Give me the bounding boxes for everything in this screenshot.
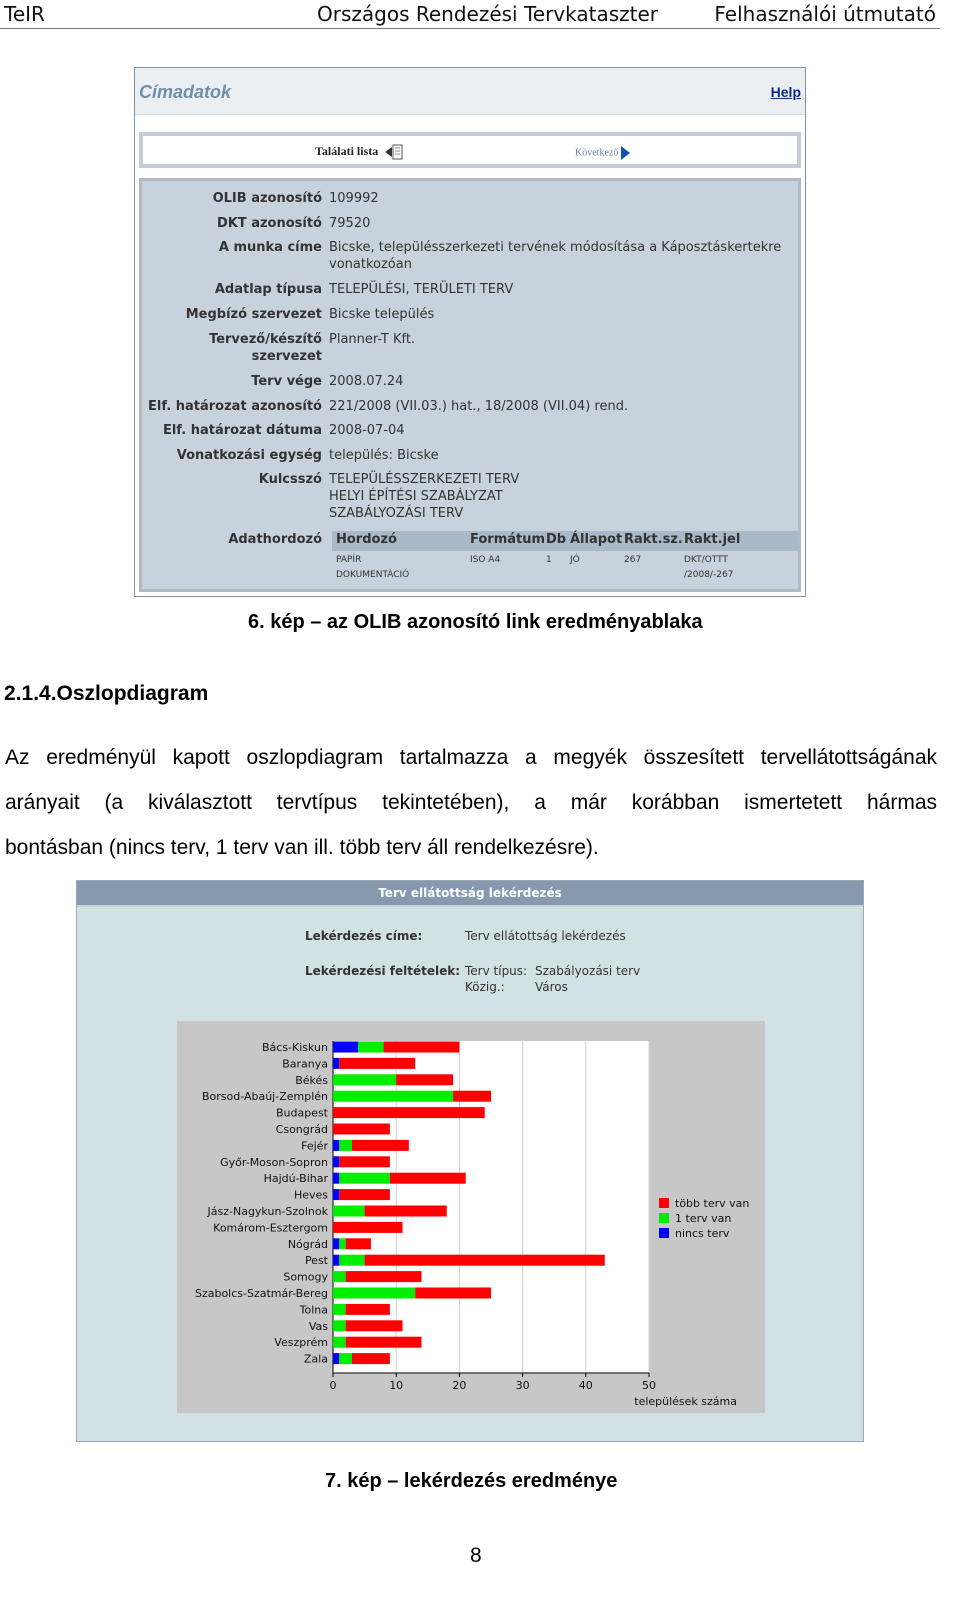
category-label: Veszprém — [274, 1336, 328, 1350]
carrier-table-row — [332, 551, 798, 583]
bar-segment-több-terv-van — [352, 1140, 409, 1151]
window-title: Címadatok — [139, 82, 232, 102]
bar-segment-több-terv-van — [333, 1107, 485, 1118]
plan-coverage-query-window — [76, 880, 864, 1442]
bar-segment-1-terv-van — [339, 1255, 364, 1266]
field-value[interactable]: 109992 — [329, 191, 379, 206]
carrier-header-cell: Hordozó — [336, 532, 397, 547]
field-value: 221/2008 (VII.03.) hat., 18/2008 (VII.04) rend. — [329, 399, 629, 414]
figure-6-caption: 6. kép – az OLIB azonosító link eredményablaka — [248, 611, 703, 633]
category-label: Nógrád — [287, 1237, 328, 1251]
carrier-cell: ISO A4 — [470, 555, 501, 565]
category-label: Budapest — [275, 1106, 328, 1120]
category-label: Tolna — [299, 1303, 328, 1317]
carrier-table-header — [332, 531, 798, 551]
bar-segment-több-terv-van — [339, 1189, 390, 1200]
legend-swatch — [659, 1228, 669, 1238]
field-label: Adatlap típusa — [214, 282, 322, 297]
query-title-value: Terv ellátottság lekérdezés — [465, 929, 626, 943]
page-header — [0, 0, 940, 29]
x-axis-label: települések száma — [634, 1395, 737, 1408]
category-label: Zala — [303, 1352, 328, 1366]
bar-segment-nincs-terv — [333, 1353, 339, 1364]
category-label: Hajdú-Bihar — [263, 1172, 328, 1186]
field-label: Elf. határozat azonosító — [148, 399, 322, 414]
legend-label: nincs terv — [675, 1227, 730, 1240]
paragraph-line-2: arányait (a kiválasztott tervtípus tekintetében), a már korábban ismertetett hármas — [5, 791, 937, 814]
next-button[interactable] — [575, 146, 630, 160]
bar-segment-1-terv-van — [333, 1304, 346, 1315]
carrier-cell: 1 — [546, 555, 552, 565]
field-value: TELEPÜLÉSI, TERÜLETI TERV — [329, 282, 514, 297]
header-center: Országos Rendezési Tervkataszter — [317, 2, 659, 26]
header-right: Felhasználói útmutató — [714, 2, 936, 26]
field-value: Bicske, településszerkezeti tervének módosítása a Káposztáskertekre vonatkozóan — [329, 240, 786, 272]
bar-segment-nincs-terv — [333, 1140, 339, 1151]
bar-segment-nincs-terv — [333, 1058, 339, 1069]
field-value: Bicske település — [329, 307, 435, 322]
category-label: Csongrád — [275, 1123, 328, 1136]
bar-segment-nincs-terv — [333, 1255, 339, 1266]
category-label: Borsod-Abaúj-Zemplén — [201, 1090, 328, 1104]
field-value: 2008-07-04 — [329, 423, 405, 438]
bar-segment-1-terv-van — [333, 1271, 346, 1282]
category-label: Fejér — [301, 1139, 328, 1153]
carrier-cell: PAPÍR DOKUMENTÁCIÓ — [336, 555, 410, 580]
carrier-cell: JÓ — [570, 555, 580, 565]
field-label: Terv vége — [251, 374, 322, 389]
x-tick-label: 20 — [452, 1379, 467, 1392]
bar-segment-több-terv-van — [339, 1156, 390, 1167]
x-tick-label: 50 — [642, 1379, 656, 1392]
back-arrow-icon — [385, 144, 403, 160]
bar-segment-több-terv-van — [346, 1320, 403, 1331]
carrier-header-cell: Rakt.jel — [684, 532, 741, 547]
stacked-bar-chart — [177, 1021, 765, 1413]
carrier-table — [332, 531, 798, 583]
bar-segment-több-terv-van — [365, 1255, 605, 1266]
category-label: Pest — [304, 1254, 328, 1268]
field-label: OLIB azonosító — [212, 191, 322, 206]
category-label: Szabolcs-Szatmár-Bereg — [194, 1287, 328, 1300]
x-tick-label: 40 — [578, 1379, 593, 1392]
field-label: A munka címe — [218, 240, 322, 255]
paragraph-line-1: Az eredményül kapott oszlopdiagram tartalmazza a megyék összesített tervellátottságának — [5, 746, 937, 769]
carrier-cell: 267 — [624, 555, 642, 565]
figure-7-caption: 7. kép – lekérdezés eredménye — [325, 1470, 618, 1492]
bar-segment-1-terv-van — [333, 1206, 365, 1217]
carrier-header-cell: Rakt.sz. — [624, 532, 683, 547]
bar-segment-1-terv-van — [339, 1140, 352, 1151]
condition-admin-key: Közig.: — [465, 980, 505, 994]
field-label: Adathordozó — [228, 532, 322, 547]
result-list-button[interactable] — [315, 144, 403, 160]
bar-segment-több-terv-van — [365, 1206, 447, 1217]
condition-plan-type-value: Szabályozási terv — [535, 964, 641, 978]
bar-segment-1-terv-van — [333, 1288, 415, 1299]
bar-segment-1-terv-van — [339, 1353, 352, 1364]
bar-segment-nincs-terv — [333, 1173, 339, 1184]
next-arrow-icon — [621, 146, 630, 160]
bar-segment-1-terv-van — [333, 1337, 346, 1348]
bar-segment-több-terv-van — [346, 1238, 371, 1249]
header-left: TeIR — [4, 2, 45, 26]
chart-area — [177, 1021, 765, 1413]
legend-swatch — [659, 1198, 669, 1208]
bar-segment-több-terv-van — [453, 1091, 491, 1102]
field-label: DKT azonosító — [216, 216, 322, 231]
bar-segment-több-terv-van — [415, 1288, 491, 1299]
olib-result-window — [134, 67, 806, 597]
bar-segment-több-terv-van — [346, 1337, 422, 1348]
carrier-header-cell: Állapot — [570, 532, 623, 547]
bar-segment-1-terv-van — [358, 1042, 383, 1053]
field-label: Elf. határozat dátuma — [162, 423, 322, 438]
bar-segment-1-terv-van — [339, 1173, 390, 1184]
help-link[interactable]: Help — [770, 84, 801, 100]
field-label: Tervező/készítő szervezet — [209, 332, 322, 364]
legend-label: 1 terv van — [675, 1212, 732, 1225]
bar-segment-1-terv-van — [333, 1074, 396, 1085]
field-value: 79520 — [329, 216, 371, 231]
bar-segment-több-terv-van — [346, 1271, 422, 1282]
bar-segment-1-terv-van — [333, 1320, 346, 1331]
query-conditions-label: Lekérdezési feltételek: — [305, 964, 461, 978]
bar-segment-nincs-terv — [333, 1189, 339, 1200]
bar-segment-nincs-terv — [333, 1156, 339, 1167]
bar-segment-nincs-terv — [333, 1238, 339, 1249]
category-label: Baranya — [282, 1057, 328, 1071]
bar-segment-több-terv-van — [384, 1042, 460, 1053]
category-label: Heves — [293, 1188, 328, 1202]
bar-segment-több-terv-van — [339, 1058, 415, 1069]
field-value: 2008.07.24 — [329, 374, 404, 389]
field-value: település: Bicske — [329, 448, 439, 463]
carrier-cell: DKT/OTTT /2008/-267 — [684, 555, 734, 580]
bar-segment-1-terv-van — [339, 1238, 345, 1249]
x-tick-label: 0 — [329, 1379, 337, 1392]
query-title-label: Lekérdezés címe: — [305, 929, 423, 943]
section-title: Oszlopdiagram — [56, 682, 209, 705]
next-label: Következő — [575, 147, 619, 159]
bar-segment-több-terv-van — [333, 1222, 403, 1233]
bar-segment-több-terv-van — [333, 1124, 390, 1135]
carrier-header-cell: Formátum — [470, 532, 546, 547]
field-value: Planner-T Kft. — [329, 332, 416, 347]
body-paragraph — [5, 735, 937, 870]
field-label: Kulcsszó — [258, 472, 322, 487]
bar-segment-több-terv-van — [396, 1074, 453, 1085]
bar-segment-több-terv-van — [346, 1304, 390, 1315]
category-label: Vas — [308, 1319, 328, 1333]
result-list-label: Találati lista — [315, 144, 379, 158]
field-label: Megbízó szervezet — [185, 307, 322, 322]
category-label: Komárom-Esztergom — [213, 1221, 328, 1235]
field-value: TELEPÜLÉSSZERKEZETI TERV HELYI ÉPÍTÉSI SZABÁLYZAT SZABÁLYOZÁSI TERV — [329, 472, 520, 521]
window-topbar — [135, 68, 805, 115]
carrier-header-cell: Db — [546, 532, 567, 547]
x-tick-label: 10 — [389, 1379, 404, 1392]
bar-segment-több-terv-van — [390, 1173, 466, 1184]
section-heading — [4, 682, 208, 706]
bar-segment-1-terv-van — [333, 1091, 453, 1102]
paragraph-line-3: bontásban (nincs terv, 1 terv van ill. több terv áll rendelkezésre). — [5, 836, 599, 859]
record-details-panel — [139, 178, 801, 592]
category-label: Jász-Nagykun-Szolnok — [207, 1205, 328, 1218]
field-label: Vonatkozási egység — [176, 448, 322, 463]
legend-label: több terv van — [675, 1197, 750, 1210]
result-nav-bar — [139, 132, 801, 168]
category-label: Győr-Moson-Sopron — [220, 1155, 328, 1169]
section-number: 2.1.4. — [4, 682, 57, 705]
page-number: 8 — [470, 1544, 482, 1567]
bar-segment-nincs-terv — [333, 1042, 358, 1053]
query-window-header: Terv ellátottság lekérdezés — [77, 881, 863, 907]
condition-admin-value: Város — [535, 980, 568, 994]
category-label: Bács-Kiskun — [261, 1041, 328, 1054]
condition-plan-type-key: Terv típus: — [465, 964, 528, 978]
bar-segment-több-terv-van — [352, 1353, 390, 1364]
legend-swatch — [659, 1213, 669, 1223]
x-tick-label: 30 — [515, 1379, 530, 1392]
category-label: Békés — [295, 1073, 328, 1087]
category-label: Somogy — [283, 1270, 328, 1284]
